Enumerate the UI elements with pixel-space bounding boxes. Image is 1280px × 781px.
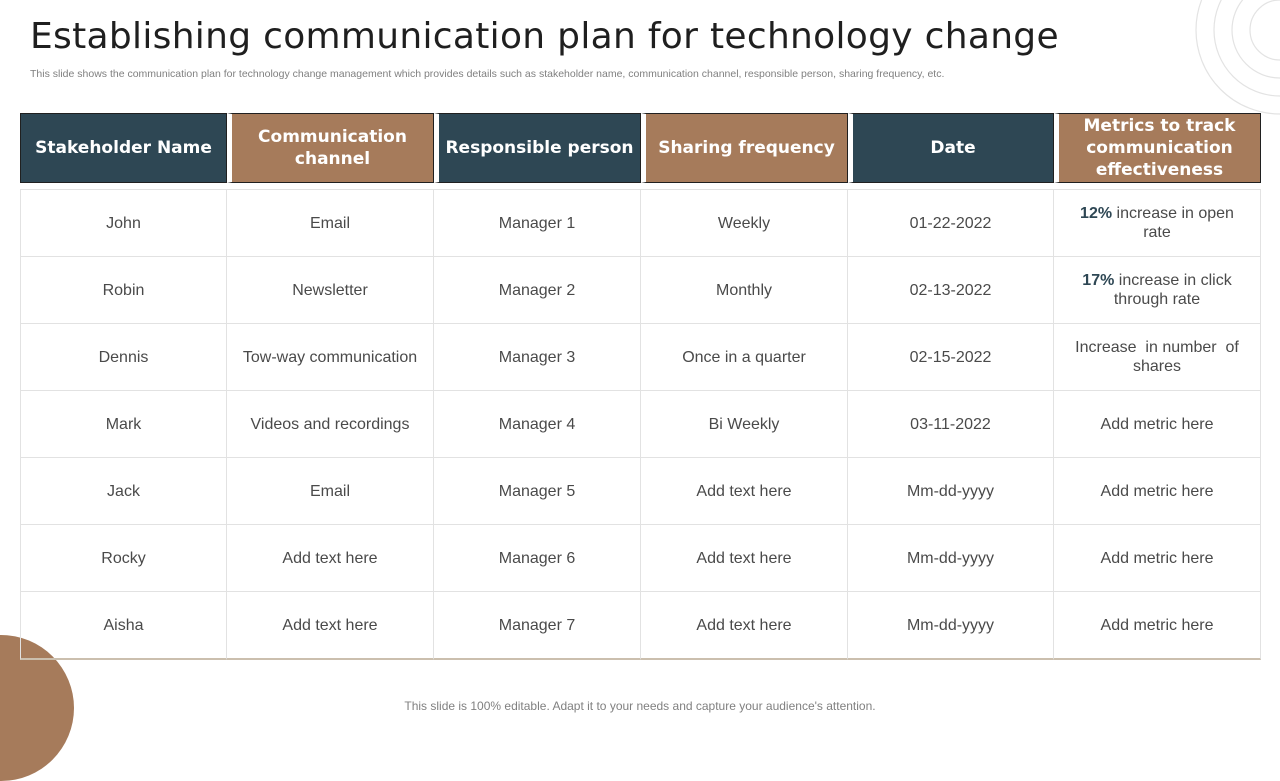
metric-text: increase in click through rate (1113, 272, 1237, 308)
date-cell: Mm-dd-yyyy (848, 458, 1054, 525)
stakeholder-name-cell: Jack (20, 458, 227, 525)
table-row (20, 189, 1261, 257)
page-subtitle: This slide shows the communication plan for technology change management which provides details such as stakeholder name, communication channel, responsible person, sharing frequency, etc. (30, 68, 945, 80)
stakeholder-name-cell: Rocky (20, 525, 227, 592)
frequency-cell: Bi Weekly (641, 391, 848, 458)
table-row (20, 525, 1261, 592)
column-header: Sharing frequency (641, 113, 848, 183)
metric-percentage: 12% (1080, 205, 1113, 222)
footer-note: This slide is 100% editable. Adapt it to your needs and capture your audience's attention. (404, 699, 876, 713)
date-cell: Mm-dd-yyyy (848, 592, 1054, 660)
date-cell: Mm-dd-yyyy (848, 525, 1054, 592)
communication-plan-table-container (20, 113, 1261, 660)
responsible-person-cell: Manager 1 (434, 189, 641, 257)
metric-cell (1054, 391, 1261, 458)
stakeholder-name-cell: Robin (20, 257, 227, 324)
table-row (20, 324, 1261, 391)
metric-cell (1054, 592, 1261, 660)
frequency-cell: Add text here (641, 458, 848, 525)
frequency-cell: Weekly (641, 189, 848, 257)
table-row (20, 592, 1261, 660)
channel-cell: Email (227, 189, 434, 257)
stakeholder-name-cell: Dennis (20, 324, 227, 391)
channel-cell: Add text here (227, 592, 434, 660)
column-header: Stakeholder Name (20, 113, 227, 183)
channel-cell: Newsletter (227, 257, 434, 324)
frequency-cell: Once in a quarter (641, 324, 848, 391)
table-header-row (20, 113, 1261, 183)
metric-cell (1054, 189, 1261, 257)
channel-cell: Add text here (227, 525, 434, 592)
metric-percentage: 17% (1082, 272, 1115, 289)
page-title: Establishing communication plan for technology change (30, 16, 1059, 57)
metric-text: increase in open rate (1112, 205, 1239, 241)
decorative-arcs (1140, 0, 1280, 115)
responsible-person-cell: Manager 2 (434, 257, 641, 324)
date-cell: 01-22-2022 (848, 189, 1054, 257)
date-cell: 02-13-2022 (848, 257, 1054, 324)
stakeholder-name-cell: Aisha (20, 592, 227, 660)
stakeholder-name-cell: John (20, 189, 227, 257)
channel-cell: Email (227, 458, 434, 525)
column-header: Responsible person (434, 113, 641, 183)
responsible-person-cell: Manager 6 (434, 525, 641, 592)
frequency-cell: Monthly (641, 257, 848, 324)
metric-text: Add metric here (1100, 616, 1214, 634)
table-row (20, 391, 1261, 458)
table-row (20, 257, 1261, 324)
metric-cell (1054, 458, 1261, 525)
column-header: Date (848, 113, 1054, 183)
date-cell: 02-15-2022 (848, 324, 1054, 391)
frequency-cell: Add text here (641, 525, 848, 592)
responsible-person-cell: Manager 3 (434, 324, 641, 391)
table-body (20, 183, 1261, 660)
column-header: Communication channel (227, 113, 434, 183)
stakeholder-name-cell: Mark (20, 391, 227, 458)
metric-text: Add metric here (1100, 415, 1214, 433)
metric-text: Add metric here (1100, 549, 1214, 567)
metric-cell (1054, 324, 1261, 391)
table-row (20, 458, 1261, 525)
metric-cell (1054, 525, 1261, 592)
metric-text: Increase in number of shares (1075, 339, 1244, 375)
frequency-cell: Add text here (641, 592, 848, 660)
communication-plan-table (20, 113, 1261, 660)
metric-cell (1054, 257, 1261, 324)
channel-cell: Tow-way communication (227, 324, 434, 391)
column-header: Metrics to track communication effectiveness (1054, 113, 1261, 183)
responsible-person-cell: Manager 7 (434, 592, 641, 660)
date-cell: 03-11-2022 (848, 391, 1054, 458)
responsible-person-cell: Manager 5 (434, 458, 641, 525)
metric-text: Add metric here (1100, 482, 1214, 500)
channel-cell: Videos and recordings (227, 391, 434, 458)
responsible-person-cell: Manager 4 (434, 391, 641, 458)
